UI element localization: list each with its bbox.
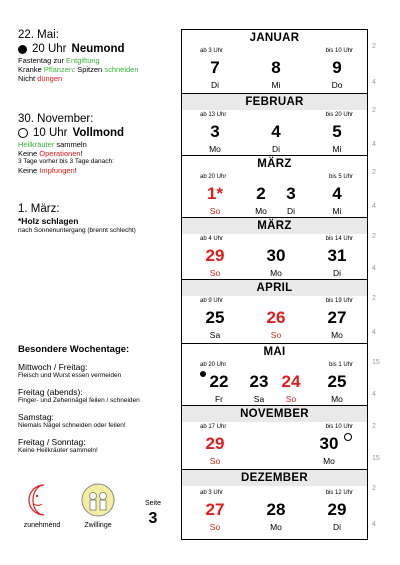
month-title: APRIL bbox=[182, 280, 367, 296]
full-moon-note-3: 3 Tage vorher bis 3 Tage danach: bbox=[18, 158, 114, 165]
weekday: Mo bbox=[255, 206, 267, 216]
start-time: ab 20 Uhr bbox=[200, 362, 227, 368]
month-title: NOVEMBER bbox=[182, 406, 367, 422]
weekday: Mo bbox=[331, 394, 343, 404]
full-moon-date: 30. November: bbox=[18, 113, 94, 125]
margin-number: 2 bbox=[372, 295, 376, 302]
gemini-icon bbox=[80, 482, 116, 518]
month-title: MÄRZ bbox=[257, 158, 292, 170]
weekday: So bbox=[209, 456, 221, 466]
right-margin bbox=[368, 29, 398, 538]
weekdays-block bbox=[18, 344, 183, 455]
march-title: *Holz schlagen bbox=[18, 216, 79, 226]
start-time: ab 9 Uhr bbox=[200, 298, 224, 304]
margin-number: 4 bbox=[372, 141, 376, 148]
weekday: Mo bbox=[331, 330, 343, 340]
day-number: 1* bbox=[206, 184, 224, 203]
weekday: Sa bbox=[253, 394, 265, 404]
month-block bbox=[182, 280, 367, 344]
day-number: 4 bbox=[332, 184, 342, 203]
weekday: Mi bbox=[332, 206, 342, 216]
month-title: MAI bbox=[263, 346, 286, 358]
day-number: 28 bbox=[266, 500, 286, 519]
day-number: 7 bbox=[210, 58, 220, 77]
weekdays-heading: Besondere Wochentage: bbox=[18, 344, 130, 355]
day-number: 27 bbox=[327, 308, 347, 327]
margin-number: 4 bbox=[372, 521, 376, 528]
day-number: 29 bbox=[205, 434, 225, 453]
start-time: ab 20 Uhr bbox=[200, 174, 227, 180]
margin-number: 4 bbox=[372, 265, 376, 272]
end-time: bis 10 Uhr bbox=[325, 424, 353, 430]
day-number: 29 bbox=[327, 500, 347, 519]
new-moon-date: 22. Mai: bbox=[18, 29, 59, 41]
new-moon-note-3: Nicht düngen bbox=[18, 74, 63, 83]
end-time: bis 19 Uhr bbox=[325, 298, 353, 304]
day-number: 31 bbox=[327, 246, 347, 265]
margin-number: 15 bbox=[372, 455, 380, 462]
day-number: 22 bbox=[209, 372, 229, 391]
margin-number: 4 bbox=[372, 329, 376, 336]
page-label: Seite bbox=[145, 500, 161, 507]
weekday: Do bbox=[331, 80, 343, 90]
march-block bbox=[18, 202, 183, 235]
new-moon-time: 20 Uhr Neumond bbox=[18, 42, 183, 56]
weekday: Di bbox=[332, 268, 342, 278]
day-number: 30 bbox=[319, 434, 339, 453]
full-moon-note-4: Keine Impfungen! bbox=[18, 166, 77, 175]
margin-number: 2 bbox=[372, 233, 376, 240]
weekday: So bbox=[285, 394, 297, 404]
day-number: 26 bbox=[266, 308, 286, 327]
day-number: 23 bbox=[249, 372, 269, 391]
full-moon-marker-icon bbox=[344, 433, 352, 441]
march-date: 1. März: bbox=[18, 203, 60, 215]
month-block bbox=[182, 344, 367, 406]
left-panel bbox=[0, 0, 180, 565]
start-time: ab 3 Uhr bbox=[200, 490, 224, 496]
weekday: Di bbox=[210, 80, 220, 90]
margin-number: 4 bbox=[372, 79, 376, 86]
weekday: Mi bbox=[271, 80, 281, 90]
full-moon-block bbox=[18, 112, 183, 175]
weekday: Mo bbox=[270, 268, 282, 278]
full-moon-note-1: Heilkräuter sammeln bbox=[18, 140, 87, 149]
march-note: nach Sonnenuntergang (brennt schlecht) bbox=[18, 227, 136, 234]
margin-number: 2 bbox=[372, 43, 376, 50]
day-number: 25 bbox=[205, 308, 225, 327]
month-title: DEZEMBER bbox=[182, 470, 367, 486]
weekday-item: Mittwoch / Freitag: Fleisch und Wurst essen vermeiden bbox=[18, 362, 122, 379]
end-time: bis 10 Uhr bbox=[325, 48, 353, 54]
day-number: 30 bbox=[266, 246, 286, 265]
end-time: bis 20 Uhr bbox=[325, 112, 353, 118]
end-time: bis 12 Uhr bbox=[325, 490, 353, 496]
calendar bbox=[181, 29, 368, 540]
full-moon-note-2: Keine Operationen! bbox=[18, 149, 83, 158]
margin-number: 2 bbox=[372, 107, 376, 114]
margin-number: 4 bbox=[372, 391, 376, 398]
month-block bbox=[182, 218, 367, 280]
weekday: Di bbox=[332, 522, 342, 532]
month-block bbox=[182, 406, 367, 470]
weekday: Di bbox=[271, 144, 281, 154]
weekday: So bbox=[209, 206, 221, 216]
weekday-item: Freitag (abends): Finger- und Zehennägel feilen / schneiden bbox=[18, 387, 140, 404]
month-title: MÄRZ bbox=[182, 218, 367, 234]
start-time: ab 3 Uhr bbox=[200, 48, 224, 54]
weekday: Mo bbox=[270, 522, 282, 532]
weekday: Mo bbox=[209, 144, 221, 154]
month-title: JANUAR bbox=[249, 32, 300, 44]
weekday: Di bbox=[286, 206, 296, 216]
weekday: So bbox=[270, 330, 282, 340]
new-moon-note-2: Kranke Pflanzen: Spitzen schneiden bbox=[18, 65, 139, 74]
weekday: So bbox=[209, 522, 221, 532]
day-number: 2 bbox=[256, 184, 266, 203]
day-number: 25 bbox=[327, 372, 347, 391]
weekday-item: Freitag / Sonntag: Keine Heilkräuter sammeln! bbox=[18, 437, 98, 454]
sign-label: Zwillinge bbox=[84, 522, 112, 529]
margin-number: 2 bbox=[372, 485, 376, 492]
day-number: 4 bbox=[271, 122, 281, 141]
end-time: bis 14 Uhr bbox=[325, 236, 353, 242]
waxing-moon-icon bbox=[24, 482, 60, 518]
day-number: 3 bbox=[286, 184, 296, 203]
day-number: 3 bbox=[210, 122, 220, 141]
page-number: 3 bbox=[148, 510, 158, 527]
month-block bbox=[182, 470, 367, 539]
start-time: ab 17 Uhr bbox=[200, 424, 227, 430]
start-time: ab 4 Uhr bbox=[200, 236, 224, 242]
new-moon-note-1: Fastentag zur Entgiftung bbox=[18, 56, 100, 65]
month-block bbox=[182, 94, 367, 156]
month-title: FEBRUAR bbox=[182, 94, 367, 110]
day-number: 9 bbox=[332, 58, 342, 77]
weekday: Sa bbox=[209, 330, 221, 340]
day-number: 8 bbox=[271, 58, 281, 77]
weekday: Mo bbox=[323, 456, 335, 466]
day-number: 24 bbox=[281, 372, 301, 391]
weekday: Fr bbox=[214, 394, 224, 404]
margin-number: 4 bbox=[372, 203, 376, 210]
new-moon-block bbox=[18, 28, 183, 83]
month-block bbox=[182, 30, 367, 94]
full-moon-time: 10 Uhr Vollmond bbox=[18, 126, 183, 140]
end-time: bis 1 Uhr bbox=[328, 362, 353, 368]
footer bbox=[18, 482, 178, 542]
weekday: So bbox=[209, 268, 221, 278]
moon-label: zunehmend bbox=[23, 522, 61, 529]
day-number: 29 bbox=[205, 246, 225, 265]
full-moon-icon bbox=[18, 128, 28, 138]
new-moon-icon bbox=[18, 45, 27, 54]
day-number: 5 bbox=[332, 122, 342, 141]
weekday: Mi bbox=[332, 144, 342, 154]
end-time: bis 5 Uhr bbox=[328, 174, 353, 180]
weekday-item: Samstag: Niemals Nägel schneiden oder feilen! bbox=[18, 412, 126, 429]
margin-number: 2 bbox=[372, 423, 376, 430]
margin-number: 2 bbox=[372, 169, 376, 176]
start-time: ab 13 Uhr bbox=[200, 112, 227, 118]
day-number: 27 bbox=[205, 500, 225, 519]
margin-number: 15 bbox=[372, 359, 380, 366]
month-block bbox=[182, 156, 367, 218]
